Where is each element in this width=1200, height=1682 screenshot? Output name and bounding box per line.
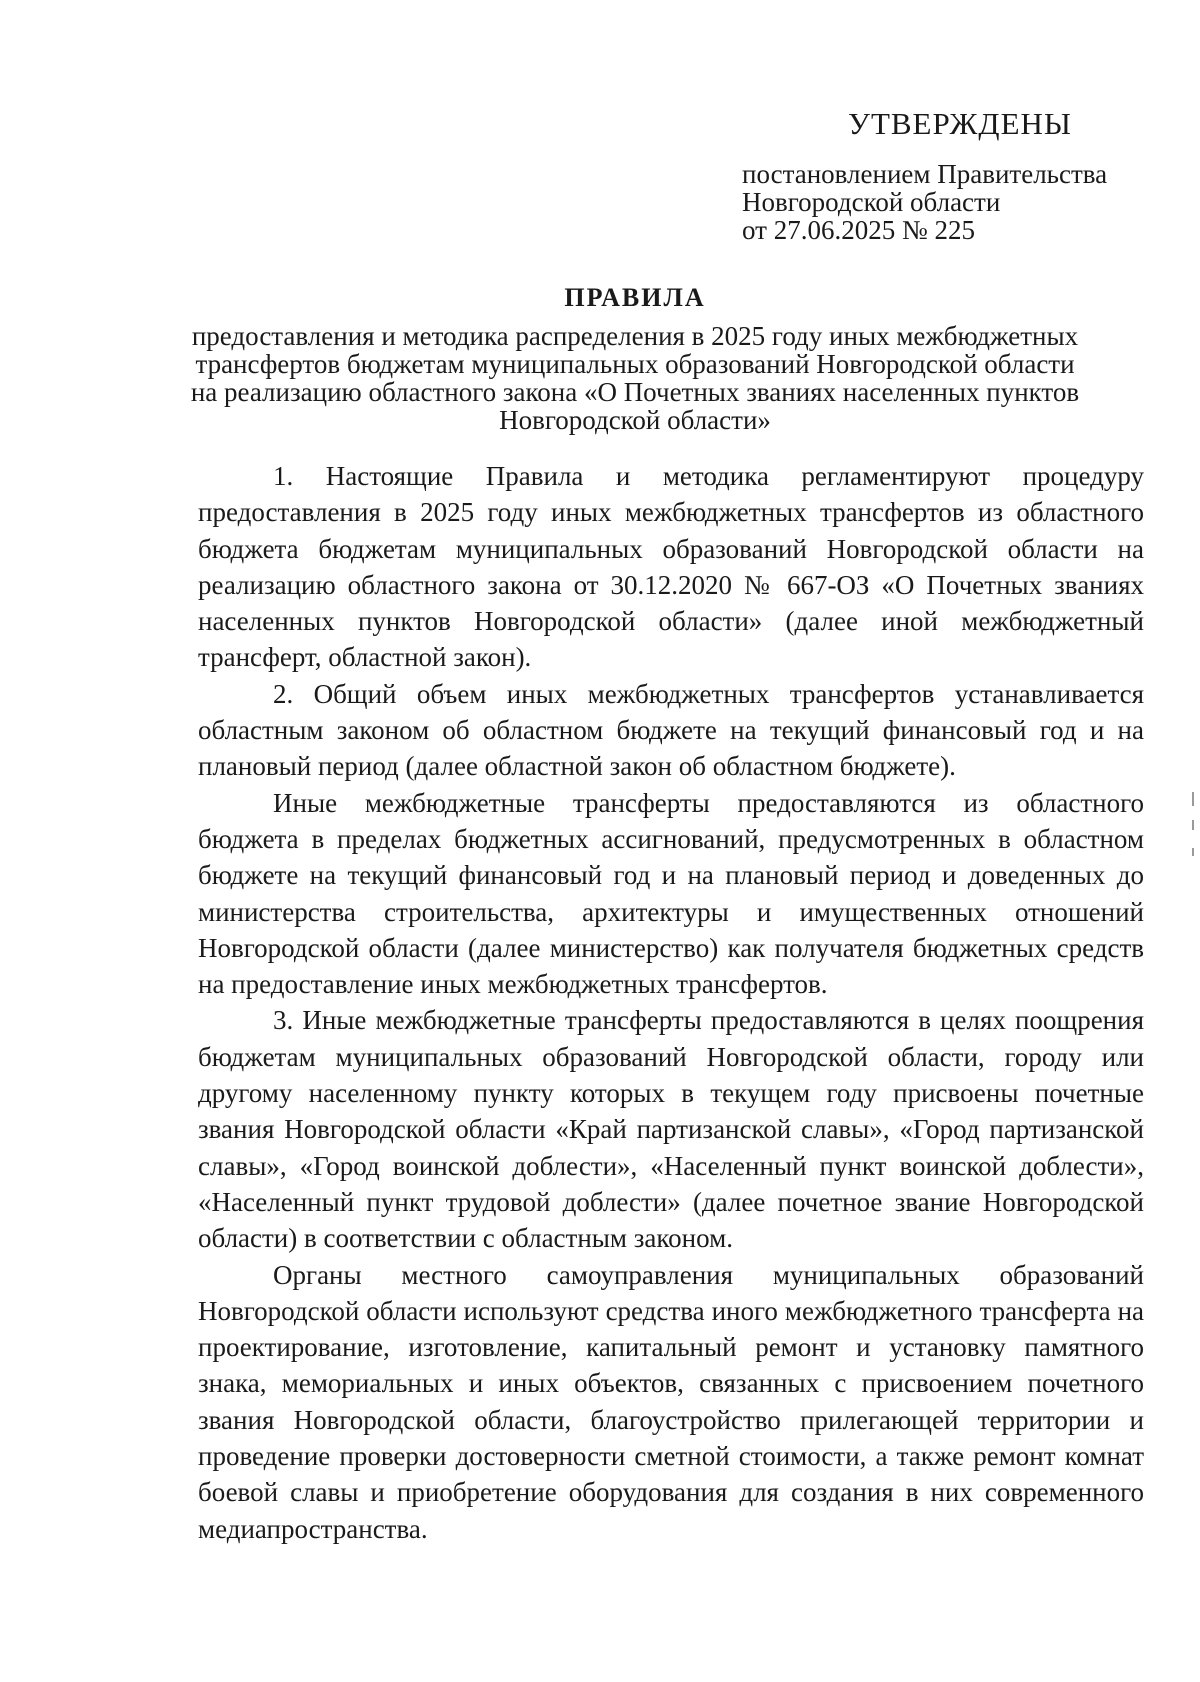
scan-artifact-mark bbox=[1192, 792, 1194, 806]
approval-line-2: Новгородской области bbox=[742, 187, 1001, 217]
paragraph-3: Иные межбюджетные трансферты предоставляются из областного бюджета в пределах бюджетных ассигнований, предусмотренных в областном бюджете на текущий финансовый год и на плановый период и доведенных до министерства строительства, архитектуры и имущественных отношений Новгородской области (далее министерство) как получателя бюджетных средств на предоставление иных межбюджетных трансфертов. bbox=[198, 787, 1144, 1000]
scan-artifact-mark bbox=[1192, 820, 1194, 830]
document-title bbox=[190, 282, 1080, 434]
document-subheading: предоставления и методика распределения в 2025 году иных межбюджетных трансфертов бюджетам муниципальных образований Новгородской области на реализацию областного закона «О Почетных званиях населенных пунктов Новгородской области» bbox=[190, 321, 1080, 435]
approval-stamp bbox=[742, 106, 1162, 244]
approval-title: УТВЕРЖДЕНЫ bbox=[848, 106, 1072, 141]
approval-line-3: от 27.06.2025 № 225 bbox=[742, 215, 975, 245]
paragraph-4: 3. Иные межбюджетные трансферты предоставляются в целях поощрения бюджетам муниципальных образований Новгородской области, городу или другому населенному пункту которых в текущем году присвоены почетные звания Новгородской области «Край партизанской славы», «Город партизанской славы», «Город воинской доблести», «Населенный пункт воинской доблести», «Населенный пункт трудовой доблести» (далее почетное звание Новгородской области) в соответствии с областным законом. bbox=[198, 1005, 1144, 1254]
document-body bbox=[198, 458, 1144, 1547]
paragraph-2: 2. Общий объем иных межбюджетных трансфертов устанавливается областным законом об областном бюджете на текущий финансовый год и на плановый период (далее областной закон об областном бюджете). bbox=[198, 678, 1144, 782]
scan-artifact-mark bbox=[1192, 848, 1194, 856]
paragraph-5: Органы местного самоуправления муниципальных образований Новгородской области используют средства иного межбюджетного трансферта на проектирование, изготовление, капитальный ремонт и установку памятного знака, мемориальных и иных объектов, связанных с присвоением почетного звания Новгородской области, благоустройство прилегающей территории и проведение проверки достоверности сметной стоимости, а также ремонт комнат боевой славы и приобретение оборудования для создания в них современного медиапространства. bbox=[198, 1259, 1144, 1544]
approval-line-1: постановлением Правительства bbox=[742, 159, 1108, 189]
document-heading: ПРАВИЛА bbox=[564, 283, 706, 312]
paragraph-1: 1. Настоящие Правила и методика регламентируют процедуру предоставления в 2025 году иных межбюджетных трансфертов из областного бюджета бюджетам муниципальных образований Новгородской области на реализацию областного закона от 30.12.2020 № 667-ОЗ «О Почетных званиях населенных пунктов Новгородской области» (далее иной межбюджетный трансферт, областной закон). bbox=[198, 461, 1144, 673]
